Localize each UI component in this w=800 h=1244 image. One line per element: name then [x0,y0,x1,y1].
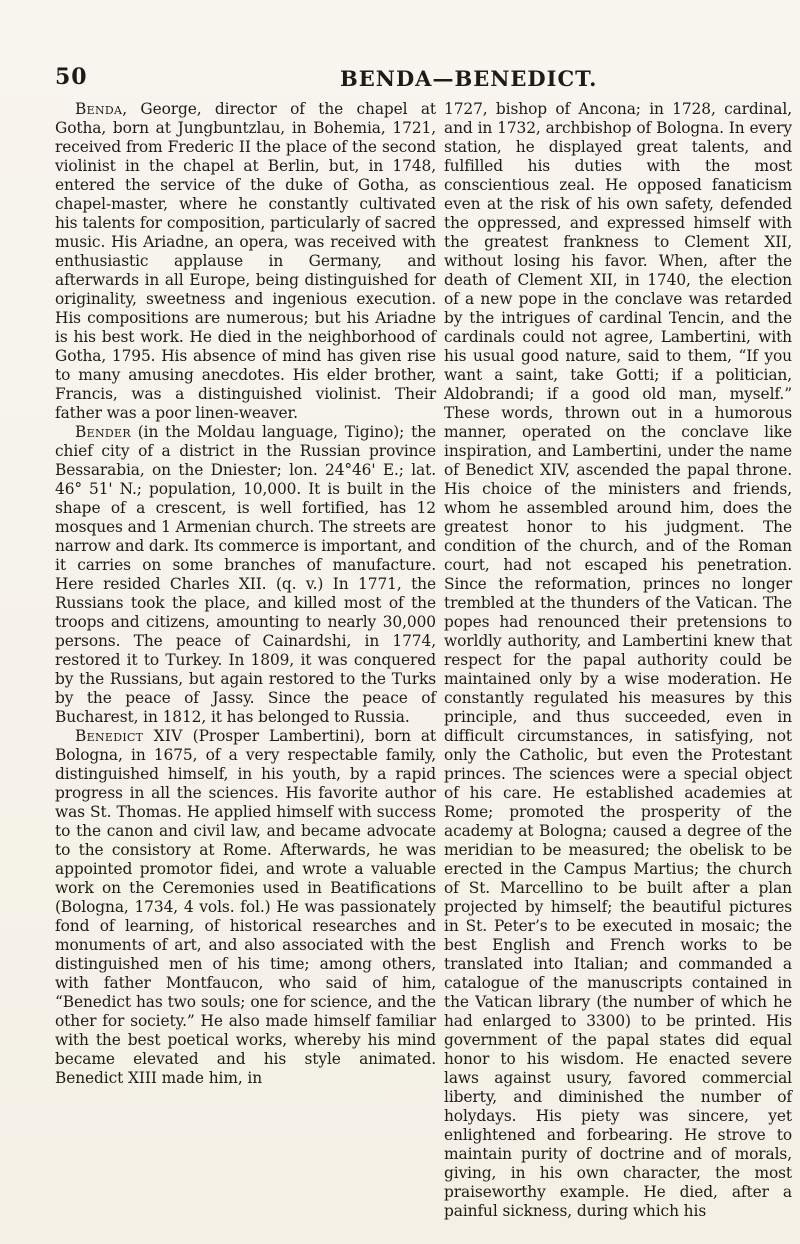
entry-headword: Benedict XIV [75,727,183,745]
entry-benedict-xiv [55,727,436,1088]
left-column [55,100,436,1088]
page-header [0,64,800,94]
entry-text: (in the Moldau language, Tigino); the chief city of a district in the Russian province Bessarabia, on the Dniester; lon. 24°46' E.; lat. 46° 51' N.; population, 10,000. It is built in the shape of a crescent, is well fortified, has 12 mosques and 1 Armenian church. The streets are narrow and dark. Its commerce is important, and it carries on some branches of manufacture. Here resided Charles XII. (q. v.) In 1771, the Russians took the place, and killed most of the troops and citizens, amounting to nearly 30,000 persons. The peace of Cainardshi, in 1774, restored it to Turkey. In 1809, it was conquered by the Russians, but again restored to the Turks by the peace of Jassy. Since the peace of Bucharest, in 1812, it has belonged to Russia. [55,423,436,726]
entry-text: 1727, bishop of Ancona; in 1728, cardinal, and in 1732, archbishop of Bologna. In every station, he displayed great talents, and fulfilled his duties with the most conscientious zeal. He opposed fanaticism even at the risk of his own safety, defended the oppressed, and expressed himself with the greatest frankness to Clement XII, without losing his favor. When, after the death of Clement XII, in 1740, the election of a new pope in the conclave was retarded by the intrigues of cardinal Tencin, and the cardinals could not agree, Lambertini, with his usual good nature, said to them, “If you want a saint, take Gotti; if a politician, Aldobrandi; if a good old man, myself.” These words, thrown out in a humorous manner, operated on the conclave like inspiration, and Lambertini, under the name of Benedict XIV, ascended the papal throne. His choice of the ministers and friends, whom he assembled around him, does the greatest honor to his judgment. The condition of the church, and of the Roman court, had not escaped his penetration. Since the reformation, princes no longer trembled at the thunders of the Vatican. The popes had renounced their pretensions to worldly authority, and Lambertini knew that respect for the papal authority could be maintained only by a wise moderation. He constantly regulated his measures by this principle, and thus succeeded, even in difficult circumstances, in satisfying, not only the Catholic, but even the Protestant princes. The sciences were a special object of his care. He established academies at Rome; promoted the prosperity of the academy at Bologna; caused a degree of the meridian to be measured; the obelisk to be erected in the Campus Martius; the church of St. Marcellino to be built after a plan projected by himself; the beautiful pictures in St. Peter’s to be executed in mosaic; the best English and French works to be translated into Italian; and commanded a catalogue of the manuscripts contained in the Vatican library (the number of which he had enlarged to 3300) to be printed. His government of the papal states did equal honor to his wisdom. He enacted severe laws against usury, favored commercial liberty, and diminished the number of holydays. His piety was sincere, yet enlightened and forbearing. He strove to maintain purity of doctrine and of morals, giving, in his own character, the most praiseworthy example. He died, after a painful sickness, during which his [444,100,792,1220]
entry-headword: Benda [75,100,123,118]
entry-text: (Prosper Lambertini), born at Bologna, in 1675, of a very respectable family, distinguished himself, in his youth, by a rapid progress in all the sciences. His favorite author was St. Thomas. He applied himself with success to the canon and civil law, and became advocate to the consistory at Rome. Afterwards, he was appointed promotor fidei, and wrote a valuable work on the Ceremonies used in Beatifications (Bologna, 1734, 4 vols. fol.) He was passionately fond of learning, of historical researches and monuments of art, and also associated with the distinguished men of his time; among others, with father Montfaucon, who said of him, “Benedict has two souls; one for science, and the other for society.” He also made himself familiar with the best poetical works, whereby his mind became elevated and his style animated. Benedict XIII made him, in [55,727,436,1087]
right-column [444,100,792,1221]
entry-text: , George, director of the chapel at Gotha, born at Jungbuntzlau, in Bohemia, 1721, received from Frederic II the place of the second violinist in the chapel at Berlin, but, in 1748, entered the service of the duke of Gotha, as chapel-master, where he constantly cultivated his talents for composition, particularly of sacred music. His Ariadne, an opera, was received with enthusiastic applause in Germany, and afterwards in all Europe, being distinguished for originality, sweetness and ingenious execution. His compositions are numerous; but his Ariadne is his best work. He died in the neighborhood of Gotha, 1795. His absence of mind has given rise to many amusing anecdotes. His elder brother, Francis, was a distinguished violinist. Their father was a poor linen-weaver. [55,100,436,422]
entry-benedict-xiv-continued [444,100,792,1221]
entry-bender [55,423,436,727]
entry-benda [55,100,436,423]
entry-headword: Bender [75,423,131,441]
page-number: 50 [55,64,88,90]
running-title: BENDA—BENEDICT. [340,66,598,91]
